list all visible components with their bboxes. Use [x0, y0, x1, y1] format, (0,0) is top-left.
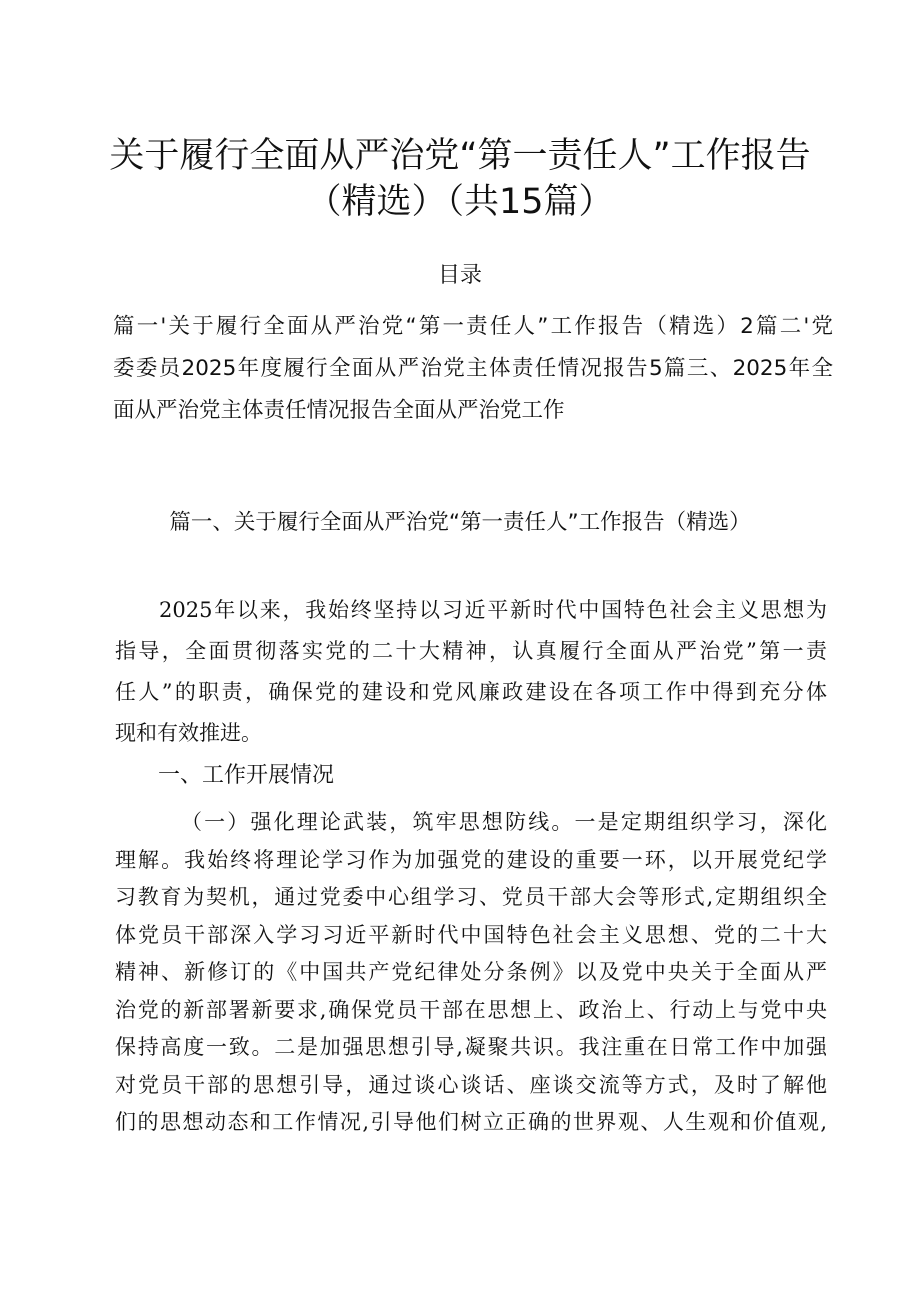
paragraph-line: 指导，全面贯彻落实党的二十大精神，认真履行全面从严治党”第一责: [115, 639, 827, 663]
table-of-contents: [113, 306, 833, 432]
paragraph-line: 们的思想动态和工作情况,引导他们树立正确的世界观、人生观和价值观,: [115, 1110, 827, 1134]
toc-line: 篇一'关于履行全面从严治党“第一责任人”工作报告（精选）2篇二'党: [113, 314, 833, 339]
paragraph-intro: [115, 590, 827, 754]
paragraph-line: 现和有效推进。: [115, 721, 262, 745]
document-title: 关于履行全面从严治党“第一责任人”工作报告: [109, 136, 811, 176]
section-heading: 篇一、关于履行全面从严治党“第一责任人”工作报告（精选）: [169, 510, 751, 535]
paragraph-line: 体党员干部深入学习习近平新时代中国特色社会主义思想、党的二十大: [115, 922, 827, 947]
subheading-work-status: 一、工作开展情况: [158, 763, 335, 788]
paragraph-theory: [115, 804, 827, 1142]
toc-heading: 目录: [437, 263, 482, 288]
document-subtitle: （精选）（共15篇）: [306, 182, 614, 222]
paragraph-line: 2025年以来，我始终坚持以习近平新时代中国特色社会主义思想为: [159, 598, 827, 622]
paragraph-line: （一）强化理论武装，筑牢思想防线。一是定期组织学习，深化: [181, 810, 827, 834]
toc-line: 面从严治党主体责任情况报告全面从严治党工作: [113, 398, 565, 423]
paragraph-line: 治党的新部署新要求,确保党员干部在思想上、政治上、行动上与党中央: [115, 997, 827, 1022]
paragraph-line: 精神、新修订的《中国共产党纪律处分条例》以及党中央关于全面从严: [115, 960, 827, 984]
paragraph-line: 习教育为契机，通过党委中心组学习、党员干部大会等形式,定期组织全: [115, 885, 827, 909]
paragraph-line: 理解。我始终将理论学习作为加强党的建设的重要一环，以开展党纪学: [115, 847, 827, 872]
toc-line: 委委员2025年度履行全面从严治党主体责任情况报告5篇三、2025年全: [113, 356, 833, 381]
paragraph-line: 对党员干部的思想引导，通过谈心谈话、座谈交流等方式，及时了解他: [115, 1072, 827, 1097]
paragraph-line: 保持高度一致。二是加强思想引导,凝聚共识。我注重在日常工作中加强: [115, 1035, 827, 1059]
paragraph-line: 任人”的职责，确保党的建设和党风廉政建设在各项工作中得到充分体: [115, 680, 827, 704]
